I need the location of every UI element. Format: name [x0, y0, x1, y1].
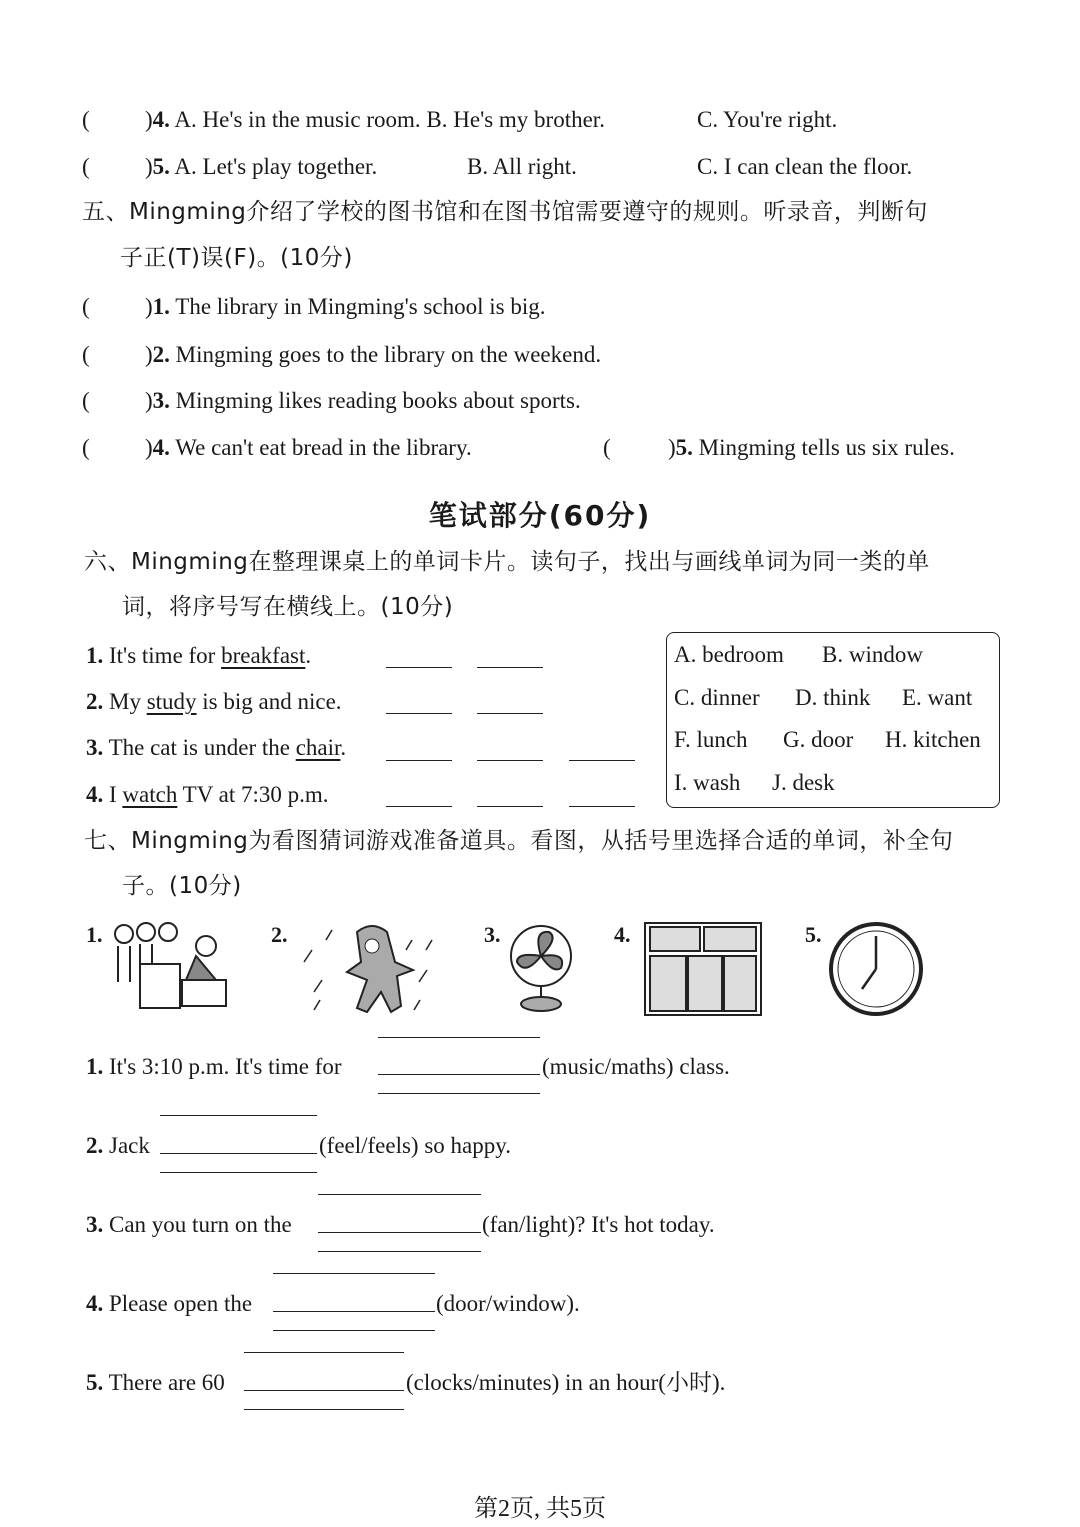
q-text: The library in Mingming's school is big.: [175, 294, 546, 319]
option-b: B. All right.: [467, 154, 577, 179]
q-num: 5.: [152, 154, 170, 179]
word-option: I. wash: [674, 770, 741, 795]
choice-text: (door/window).: [436, 1291, 580, 1316]
part-title: 笔试部分(60分): [428, 499, 652, 532]
question-5-4: )4. We can't eat bread in the library.: [145, 435, 472, 460]
answer-paren[interactable]: (: [82, 435, 90, 460]
answer-blank[interactable]: [273, 1311, 435, 1312]
choice-text: (music/maths) class.: [542, 1054, 730, 1079]
picture-label: 3.: [484, 922, 501, 947]
q-num: 1.: [86, 1054, 104, 1079]
sentence-6-2: [86, 688, 342, 716]
word-option: B. window: [822, 642, 923, 667]
section-7-heading: 七、Mingming为看图猜词游戏准备道具。看图，从括号里选择合适的单词，补全句: [84, 828, 954, 854]
underlined-word: watch: [122, 782, 178, 807]
picture-label: 4.: [614, 922, 631, 947]
word-option: F. lunch: [674, 727, 748, 752]
q-text: Mingming tells us six rules.: [698, 435, 955, 460]
sentence-6-1: [86, 642, 311, 670]
writing-line: [273, 1273, 435, 1274]
q-num: 4.: [152, 107, 170, 132]
choice-text: (fan/light)? It's hot today.: [482, 1212, 715, 1237]
question-5-2: )2. Mingming goes to the library on the weekend.: [145, 342, 602, 367]
word-option: H. kitchen: [885, 727, 981, 752]
q-text: TV at 7:30 p.m.: [177, 782, 329, 807]
option-c: C. You're right.: [697, 107, 838, 132]
q-text: is big and nice.: [196, 689, 342, 714]
answer-blank[interactable]: [477, 667, 543, 668]
window-picture: [642, 920, 766, 1018]
q-text: Mingming likes reading books about sports.: [175, 388, 581, 413]
q-text: It's 3:10 p.m. It's time for: [109, 1054, 342, 1079]
answer-paren[interactable]: (: [82, 294, 90, 319]
picture-label: 1.: [86, 922, 103, 947]
question-4-4: )4. A. He's in the music room. B. He's my brother.: [145, 107, 605, 132]
rain-happy-picture: [302, 920, 442, 1016]
q-num: 3.: [152, 388, 170, 413]
writing-line: [244, 1352, 404, 1353]
answer-blank[interactable]: [386, 760, 452, 761]
q-num: 3.: [86, 1212, 104, 1237]
writing-line: [160, 1172, 317, 1173]
word-option: C. dinner: [674, 685, 760, 710]
answer-blank[interactable]: [378, 1074, 540, 1075]
q-text: It's time for: [109, 643, 222, 668]
word-option: A. bedroom: [674, 642, 784, 667]
question-5-1: )1. The library in Mingming's school is big.: [145, 294, 546, 319]
answer-blank[interactable]: [477, 713, 543, 714]
picture-label: 2.: [271, 922, 288, 947]
q-text: We can't eat bread in the library.: [175, 435, 472, 460]
answer-paren[interactable]: (: [82, 342, 90, 367]
answer-paren[interactable]: (: [82, 107, 90, 132]
section-6-heading: 六、Mingming在整理课桌上的单词卡片。读句子，找出与画线单词为同一类的单: [84, 549, 930, 575]
word-option: J. desk: [772, 770, 835, 795]
option-c: C. I can clean the floor.: [697, 154, 913, 179]
q-num: 4.: [86, 1291, 104, 1316]
sentence-6-3: [86, 734, 346, 762]
page-footer: 第2页, 共5页: [474, 1496, 606, 1522]
answer-paren[interactable]: (: [82, 388, 90, 413]
answer-paren[interactable]: (: [82, 154, 90, 179]
answer-blank[interactable]: [477, 806, 543, 807]
word-option: G. door: [783, 727, 854, 752]
underlined-word: study: [146, 689, 197, 714]
section-5-heading: 五、Mingming介绍了学校的图书馆和在图书馆需要遵守的规则。听录音，判断句: [82, 199, 928, 225]
question-4-5: )5. A. Let's play together.: [145, 154, 378, 179]
q-text: The cat is under the: [108, 735, 296, 760]
section-5-heading-cont: 子正(T)误(F)。(10分): [120, 245, 353, 271]
q-text: A. He's in the music room. B. He's my brother.: [174, 107, 605, 132]
writing-line: [378, 1037, 540, 1038]
answer-blank[interactable]: [160, 1153, 317, 1154]
answer-paren[interactable]: (: [603, 435, 611, 460]
clock-picture: [826, 920, 926, 1018]
writing-line: [160, 1115, 317, 1116]
answer-blank[interactable]: [569, 760, 635, 761]
q-num: 2.: [152, 342, 170, 367]
q-num: 4.: [152, 435, 170, 460]
sentence-7-5: [86, 1369, 225, 1397]
writing-line: [318, 1194, 481, 1195]
q-num: 3.: [86, 735, 104, 760]
section-7-heading-cont: 子。(10分): [122, 873, 242, 899]
sentence-7-4: [86, 1290, 252, 1318]
sentence-6-4: [86, 781, 329, 809]
word-option: D. think: [795, 685, 871, 710]
choice-text: (clocks/minutes) in an hour(小时).: [406, 1370, 726, 1395]
sentence-7-3: [86, 1211, 292, 1239]
sentence-7-2: [86, 1132, 150, 1160]
q-text: Please open the: [109, 1291, 253, 1316]
answer-blank[interactable]: [244, 1390, 404, 1391]
answer-blank[interactable]: [569, 806, 635, 807]
writing-line: [318, 1251, 481, 1252]
answer-blank[interactable]: [386, 667, 452, 668]
picture-label: 5.: [805, 922, 822, 947]
q-num: 4.: [86, 782, 104, 807]
answer-blank[interactable]: [318, 1232, 481, 1233]
answer-blank[interactable]: [477, 760, 543, 761]
q-text: Jack: [109, 1133, 150, 1158]
writing-line: [273, 1330, 435, 1331]
sentence-7-1: [86, 1053, 342, 1081]
q-text: .: [305, 643, 312, 668]
music-class-picture: [110, 920, 230, 1012]
q-num: 5.: [675, 435, 693, 460]
section-6-heading-cont: 词，将序号写在横线上。(10分): [122, 594, 454, 620]
q-text: My: [109, 689, 147, 714]
question-5-5: )5. Mingming tells us six rules.: [668, 435, 955, 460]
q-num: 2.: [86, 689, 104, 714]
q-num: 1.: [152, 294, 170, 319]
q-text: There are 60: [108, 1370, 225, 1395]
writing-line: [244, 1409, 404, 1410]
q-text: Can you turn on the: [109, 1212, 292, 1237]
question-5-3: )3. Mingming likes reading books about sports.: [145, 388, 581, 413]
underlined-word: chair: [295, 735, 341, 760]
answer-blank[interactable]: [386, 713, 452, 714]
q-num: 5.: [86, 1370, 104, 1395]
answer-blank[interactable]: [386, 806, 452, 807]
q-text: Mingming goes to the library on the weekend.: [175, 342, 602, 367]
fan-picture: [508, 920, 578, 1014]
word-option: E. want: [902, 685, 973, 710]
writing-line: [378, 1093, 540, 1094]
q-num: 2.: [86, 1133, 104, 1158]
q-text: A. Let's play together.: [174, 154, 378, 179]
choice-text: (feel/feels) so happy.: [319, 1133, 512, 1158]
q-text: .: [340, 735, 347, 760]
underlined-word: breakfast: [221, 643, 306, 668]
q-text: I: [109, 782, 123, 807]
q-num: 1.: [86, 643, 104, 668]
